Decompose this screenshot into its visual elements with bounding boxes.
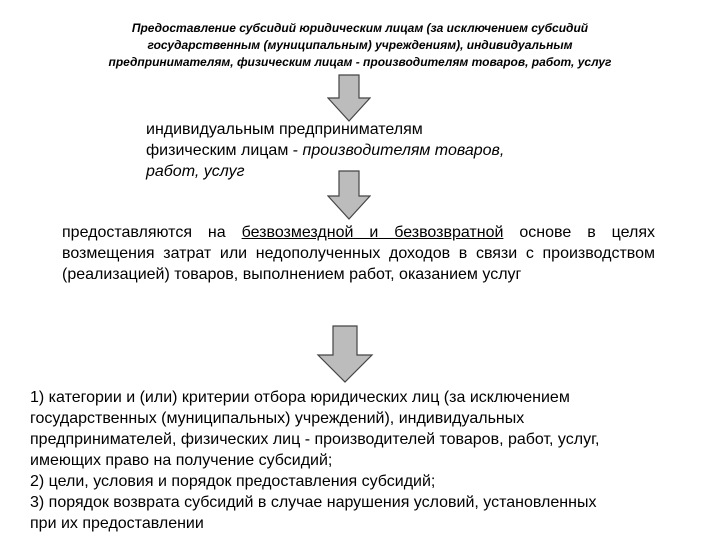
slide-title — [40, 20, 680, 71]
down-arrow-icon — [327, 74, 371, 122]
recipients-plain: физическим лицам - — [146, 142, 303, 159]
down-arrow-icon — [316, 325, 374, 383]
down-arrow-icon — [327, 170, 371, 220]
purpose-underlined: безвозмездной и безвозвратной — [241, 224, 504, 241]
recipients-italic: производителям товаров, — [302, 142, 505, 159]
title-line: Предоставление субсидий юридическим лицам (за исключением субсидий — [131, 21, 589, 35]
purpose-text — [62, 222, 655, 285]
list-item: имеющих право на получение субсидий; — [30, 452, 333, 469]
list-item: предпринимателей, физических лиц - производителей товаров, работ, услуг, — [30, 431, 600, 448]
recipients-line — [146, 140, 586, 161]
list-item: 3) порядок возврата субсидий в случае нарушения условий, установленных — [30, 494, 597, 511]
list-item: при их предоставлении — [30, 515, 204, 532]
recipients-italic: работ, услуг — [146, 163, 245, 180]
purpose-suffix: основе в целях возмещения затрат или недополученных доходов в связи с производством (реализацией) товаров, выполнением работ, оказанием услуг — [62, 224, 655, 283]
purpose-prefix: предоставляются на — [62, 224, 242, 241]
recipients-line: индивидуальным предпринимателям — [146, 121, 423, 138]
requirements-list — [30, 387, 690, 534]
list-item: 1) категории и (или) критерии отбора юридических лиц (за исключением — [30, 389, 570, 406]
list-item: государственных (муниципальных) учреждений), индивидуальных — [30, 410, 525, 427]
list-item: 2) цели, условия и порядок предоставления субсидий; — [30, 473, 436, 490]
title-line: предпринимателям, физическим лицам - производителям товаров, работ, услуг — [108, 55, 612, 69]
title-line: государственным (муниципальным) учреждениям), индивидуальным — [147, 38, 573, 52]
